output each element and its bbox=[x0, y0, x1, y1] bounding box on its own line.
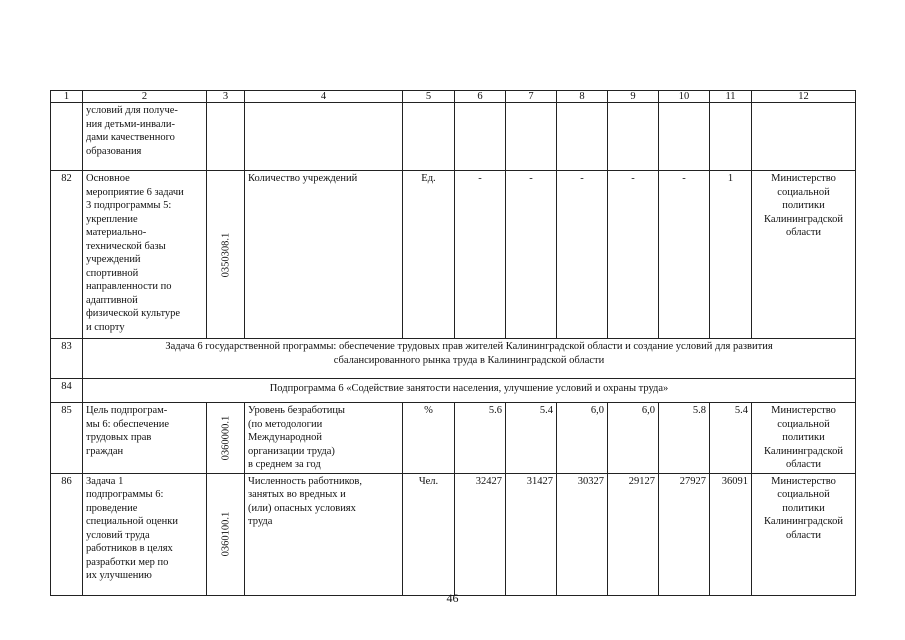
unit: Чел. bbox=[403, 473, 455, 595]
value-cell: 31427 bbox=[506, 473, 557, 595]
value-cell: 5.8 bbox=[659, 403, 710, 474]
column-number: 9 bbox=[608, 91, 659, 103]
column-number: 1 bbox=[51, 91, 83, 103]
unit: % bbox=[403, 403, 455, 474]
column-number: 2 bbox=[83, 91, 207, 103]
value-cell: 5.6 bbox=[455, 403, 506, 474]
measure-name: Задача 1 подпрограммы 6: проведение специальной оценки условий труда работников в целях разработки мер по их улучшению bbox=[83, 473, 207, 595]
value-cell: 6,0 bbox=[557, 403, 608, 474]
page-number: 46 bbox=[446, 591, 459, 605]
task-heading: Задача 6 государственной программы: обеспечение трудовых прав жителей Калининградской области и создание условий для развития сбалансированного рынка труда в Калининградской области bbox=[83, 339, 856, 379]
measure-name: Цель подпрограм- мы 6: обеспечение трудовых прав граждан bbox=[83, 403, 207, 474]
measure-name: Основное мероприятие 6 задачи 3 подпрограммы 5: укрепление материально- технической базы учреждений спортивной направленности по адаптивной физической культуре и спорту bbox=[83, 171, 207, 339]
value-cell: - bbox=[557, 171, 608, 339]
value-cell: 32427 bbox=[455, 473, 506, 595]
value-cell: 29127 bbox=[608, 473, 659, 595]
row-number: 85 bbox=[51, 403, 83, 474]
table-row-85 bbox=[51, 403, 856, 474]
column-number: 4 bbox=[245, 91, 403, 103]
unit: Ед. bbox=[403, 171, 455, 339]
budget-code-cell bbox=[207, 473, 245, 595]
value-cell: 36091 bbox=[710, 473, 752, 595]
column-number-row bbox=[51, 91, 856, 103]
executor: Министерство социальной политики Калининградской области bbox=[752, 403, 856, 474]
budget-code: 0350308.1 bbox=[219, 232, 231, 277]
row-number: 86 bbox=[51, 473, 83, 595]
row-number: 82 bbox=[51, 171, 83, 339]
column-number: 12 bbox=[752, 91, 856, 103]
column-number: 6 bbox=[455, 91, 506, 103]
table-row-83 bbox=[51, 339, 856, 379]
value-cell: 27927 bbox=[659, 473, 710, 595]
value-cell: - bbox=[506, 171, 557, 339]
budget-code: 0360100.1 bbox=[219, 511, 231, 557]
value-cell: 30327 bbox=[557, 473, 608, 595]
budget-code-cell bbox=[207, 171, 245, 339]
executor: Министерство социальной политики Калининградской области bbox=[752, 171, 856, 339]
value-cell: - bbox=[608, 171, 659, 339]
column-number: 10 bbox=[659, 91, 710, 103]
measure-name: условий для получе- ния детьми-инвали- дами качественного образования bbox=[83, 103, 207, 171]
value-cell: - bbox=[455, 171, 506, 339]
subprogram-heading: Подпрограмма 6 «Содействие занятости населения, улучшение условий и охраны труда» bbox=[83, 379, 856, 403]
budget-code: 0360000.1 bbox=[219, 415, 231, 461]
indicator-name: Уровень безработицы (по методологии Международной организации труда) в среднем за год bbox=[245, 403, 403, 474]
indicator-name: Численность работников, занятых во вредных и (или) опасных условиях труда bbox=[245, 473, 403, 595]
value-cell: 5.4 bbox=[506, 403, 557, 474]
value-cell: 6,0 bbox=[608, 403, 659, 474]
value-cell: 1 bbox=[710, 171, 752, 339]
executor: Министерство социальной политики Калининградской области bbox=[752, 473, 856, 595]
row-number: 84 bbox=[51, 379, 83, 403]
value-cell: - bbox=[659, 171, 710, 339]
column-number: 8 bbox=[557, 91, 608, 103]
table-row-continuation bbox=[51, 103, 856, 171]
budget-code-cell bbox=[207, 403, 245, 474]
table-row-84 bbox=[51, 379, 856, 403]
row-number: 83 bbox=[51, 339, 83, 379]
column-number: 7 bbox=[506, 91, 557, 103]
column-number: 11 bbox=[710, 91, 752, 103]
value-cell: 5.4 bbox=[710, 403, 752, 474]
column-number: 3 bbox=[207, 91, 245, 103]
indicator-name: Количество учреждений bbox=[245, 171, 403, 339]
table-row-82 bbox=[51, 171, 856, 339]
table-row-86 bbox=[51, 473, 856, 595]
column-number: 5 bbox=[403, 91, 455, 103]
document-table bbox=[50, 90, 856, 596]
